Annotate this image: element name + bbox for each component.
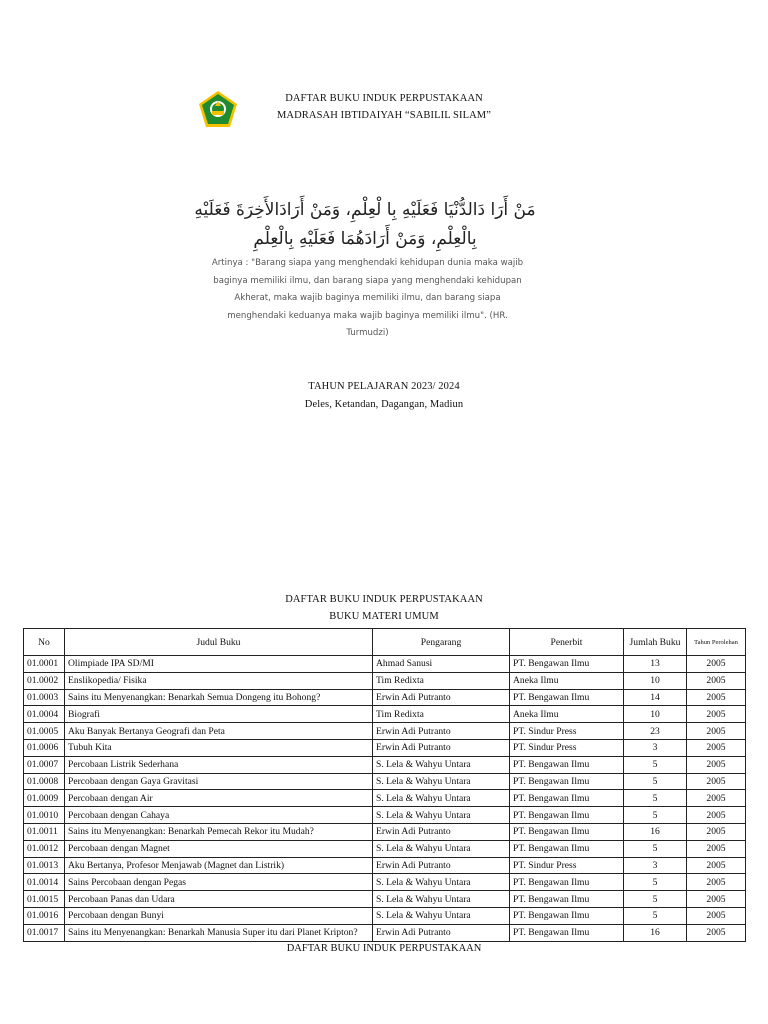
cell-pengarang: Erwin Adi Putranto [373,924,510,941]
table-header-row [24,629,746,656]
cell-jumlah-buku: 5 [624,874,687,891]
cell-penerbit: PT. Bengawan Ilmu [510,773,624,790]
column-header-tahun-perolehan: Tahun Perolehan [687,629,746,656]
cell-tahun-perolehan: 2005 [687,689,746,706]
column-header-judul-buku: Judul Buku [65,629,373,656]
table-row [24,857,746,874]
cell-penerbit: PT. Bengawan Ilmu [510,891,624,908]
cell-judul-buku: Sains Percobaan dengan Pegas [65,874,373,891]
cell-no: 01.0015 [24,891,65,908]
cell-tahun-perolehan: 2005 [687,656,746,673]
cell-no: 01.0004 [24,706,65,723]
cell-pengarang: S. Lela & Wahyu Untara [373,807,510,824]
cell-jumlah-buku: 5 [624,891,687,908]
cell-judul-buku: Sains itu Menyenangkan: Benarkah Pemecah Rekor itu Mudah? [65,823,373,840]
cell-pengarang: S. Lela & Wahyu Untara [373,790,510,807]
table-row [24,907,746,924]
cell-no: 01.0007 [24,756,65,773]
cell-jumlah-buku: 23 [624,723,687,740]
table-row [24,874,746,891]
cell-pengarang: S. Lela & Wahyu Untara [373,891,510,908]
cell-pengarang: S. Lela & Wahyu Untara [373,840,510,857]
cell-no: 01.0001 [24,656,65,673]
cell-jumlah-buku: 3 [624,857,687,874]
cell-penerbit: PT. Sindur Press [510,857,624,874]
cell-judul-buku: Olimpiade IPA SD/MI [65,656,373,673]
document-title: DAFTAR BUKU INDUK PERPUSTAKAAN [285,93,483,104]
cell-penerbit: PT. Sindur Press [510,723,624,740]
column-header-jumlah-buku: Jumlah Buku [624,629,687,656]
table-row [24,689,746,706]
cell-no: 01.0006 [24,739,65,756]
table-row [24,807,746,824]
cell-judul-buku: Percobaan dengan Air [65,790,373,807]
cell-penerbit: PT. Bengawan Ilmu [510,656,624,673]
table-row [24,891,746,908]
cell-tahun-perolehan: 2005 [687,790,746,807]
cell-judul-buku: Percobaan dengan Gaya Gravitasi [65,773,373,790]
cell-judul-buku: Sains itu Menyenangkan: Benarkah Semua Dongeng itu Bohong? [65,689,373,706]
table-row [24,739,746,756]
cell-jumlah-buku: 13 [624,656,687,673]
cell-no: 01.0010 [24,807,65,824]
cell-no: 01.0016 [24,907,65,924]
cell-tahun-perolehan: 2005 [687,874,746,891]
table-row [24,672,746,689]
cell-pengarang: Erwin Adi Putranto [373,689,510,706]
cell-judul-buku: Biografi [65,706,373,723]
cell-judul-buku: Aku Bertanya, Profesor Menjawab (Magnet dan Listrik) [65,857,373,874]
table-title: DAFTAR BUKU INDUK PERPUSTAKAAN [285,594,483,605]
cell-jumlah-buku: 14 [624,689,687,706]
cell-pengarang: S. Lela & Wahyu Untara [373,756,510,773]
cell-judul-buku: Percobaan Listrik Sederhana [65,756,373,773]
cell-jumlah-buku: 5 [624,907,687,924]
table-row [24,790,746,807]
cell-penerbit: PT. Bengawan Ilmu [510,907,624,924]
table-row [24,756,746,773]
cell-penerbit: PT. Bengawan Ilmu [510,924,624,941]
cell-judul-buku: Sains itu Menyenangkan: Benarkah Manusia Super itu dari Planet Kripton? [65,924,373,941]
cell-judul-buku: Enslikopedia/ Fisika [65,672,373,689]
cell-tahun-perolehan: 2005 [687,706,746,723]
cell-pengarang: S. Lela & Wahyu Untara [373,773,510,790]
cell-no: 01.0017 [24,924,65,941]
table-row [24,840,746,857]
school-address: Deles, Ketandan, Dagangan, Madiun [304,399,464,410]
cell-penerbit: PT. Bengawan Ilmu [510,874,624,891]
cell-pengarang: Tim Redixta [373,672,510,689]
cell-no: 01.0012 [24,840,65,857]
cell-pengarang: Erwin Adi Putranto [373,857,510,874]
cell-pengarang: Ahmad Sanusi [373,656,510,673]
cell-penerbit: PT. Bengawan Ilmu [510,840,624,857]
table-row [24,823,746,840]
school-name: MADRASAH IBTIDAIYAH “SABILIL SILAM” [277,110,491,121]
cell-judul-buku: Aku Banyak Bertanya Geografi dan Peta [65,723,373,740]
cell-jumlah-buku: 10 [624,672,687,689]
cell-jumlah-buku: 16 [624,924,687,941]
cell-pengarang: Tim Redixta [373,706,510,723]
cell-judul-buku: Percobaan Panas dan Udara [65,891,373,908]
cell-pengarang: Erwin Adi Putranto [373,723,510,740]
cell-pengarang: Erwin Adi Putranto [373,739,510,756]
cell-penerbit: PT. Bengawan Ilmu [510,807,624,824]
cell-jumlah-buku: 5 [624,790,687,807]
cell-jumlah-buku: 5 [624,756,687,773]
cell-jumlah-buku: 5 [624,773,687,790]
table-subtitle: BUKU MATERI UMUM [329,611,439,622]
cell-pengarang: S. Lela & Wahyu Untara [373,907,510,924]
cell-penerbit: PT. Sindur Press [510,739,624,756]
cell-penerbit: PT. Bengawan Ilmu [510,689,624,706]
cell-pengarang: S. Lela & Wahyu Untara [373,874,510,891]
cell-jumlah-buku: 10 [624,706,687,723]
cell-tahun-perolehan: 2005 [687,739,746,756]
footer-title: DAFTAR BUKU INDUK PERPUSTAKAAN [286,943,482,954]
cell-no: 01.0011 [24,823,65,840]
cell-tahun-perolehan: 2005 [687,823,746,840]
cell-judul-buku: Percobaan dengan Cahaya [65,807,373,824]
book-inventory-table [23,628,746,942]
cell-penerbit: PT. Bengawan Ilmu [510,823,624,840]
cell-no: 01.0013 [24,857,65,874]
cell-penerbit: Aneka Ilmu [510,706,624,723]
academic-year: TAHUN PELAJARAN 2023/ 2024 [308,381,460,392]
table-row [24,656,746,673]
cell-tahun-perolehan: 2005 [687,773,746,790]
arabic-quote-line-2: بِالْعِلْمِ، وَمَنْ أَرَادَهُمَا فَعَلَيْهِ بِالْعِلْمِ [253,229,477,249]
table-row [24,924,746,941]
cell-penerbit: PT. Bengawan Ilmu [510,756,624,773]
cell-jumlah-buku: 5 [624,807,687,824]
cell-tahun-perolehan: 2005 [687,891,746,908]
column-header-no: No [24,629,65,656]
cell-tahun-perolehan: 2005 [687,924,746,941]
table-row [24,773,746,790]
cell-no: 01.0003 [24,689,65,706]
column-header-pengarang: Pengarang [373,629,510,656]
cell-tahun-perolehan: 2005 [687,840,746,857]
cell-tahun-perolehan: 2005 [687,907,746,924]
table-row [24,706,746,723]
cell-jumlah-buku: 5 [624,840,687,857]
cell-tahun-perolehan: 2005 [687,857,746,874]
table-row [24,723,746,740]
cell-no: 01.0009 [24,790,65,807]
cell-judul-buku: Percobaan dengan Magnet [65,840,373,857]
arabic-quote-line-1: مَنْ أَرَا دَالدُّنْيَا فَعَلَيْهِ بِا لْعِلْمِ، وَمَنْ أَرَادَالأَخِرَةَ فَعَلَيْهِ [194,200,536,220]
cell-judul-buku: Tubuh Kita [65,739,373,756]
cell-tahun-perolehan: 2005 [687,807,746,824]
cell-judul-buku: Percobaan dengan Bunyi [65,907,373,924]
column-header-penerbit: Penerbit [510,629,624,656]
cell-tahun-perolehan: 2005 [687,756,746,773]
cell-tahun-perolehan: 2005 [687,672,746,689]
quote-translation: Artinya : "Barang siapa yang menghendaki kehidupan dunia maka wajib baginya memiliki ilmu, dan barang siapa yang menghendaki kehidupan Akherat, maka wajib baginya memiliki ilmu, dan barang siapa menghendaki keduanya maka wajib baginya memiliki ilmu". (HR. Turmudzi) [211,258,524,338]
cell-pengarang: Erwin Adi Putranto [373,823,510,840]
cell-no: 01.0005 [24,723,65,740]
cell-penerbit: PT. Bengawan Ilmu [510,790,624,807]
cell-tahun-perolehan: 2005 [687,723,746,740]
cell-no: 01.0002 [24,672,65,689]
cell-jumlah-buku: 16 [624,823,687,840]
cell-no: 01.0008 [24,773,65,790]
cell-penerbit: Aneka Ilmu [510,672,624,689]
cell-no: 01.0014 [24,874,65,891]
cell-jumlah-buku: 3 [624,739,687,756]
